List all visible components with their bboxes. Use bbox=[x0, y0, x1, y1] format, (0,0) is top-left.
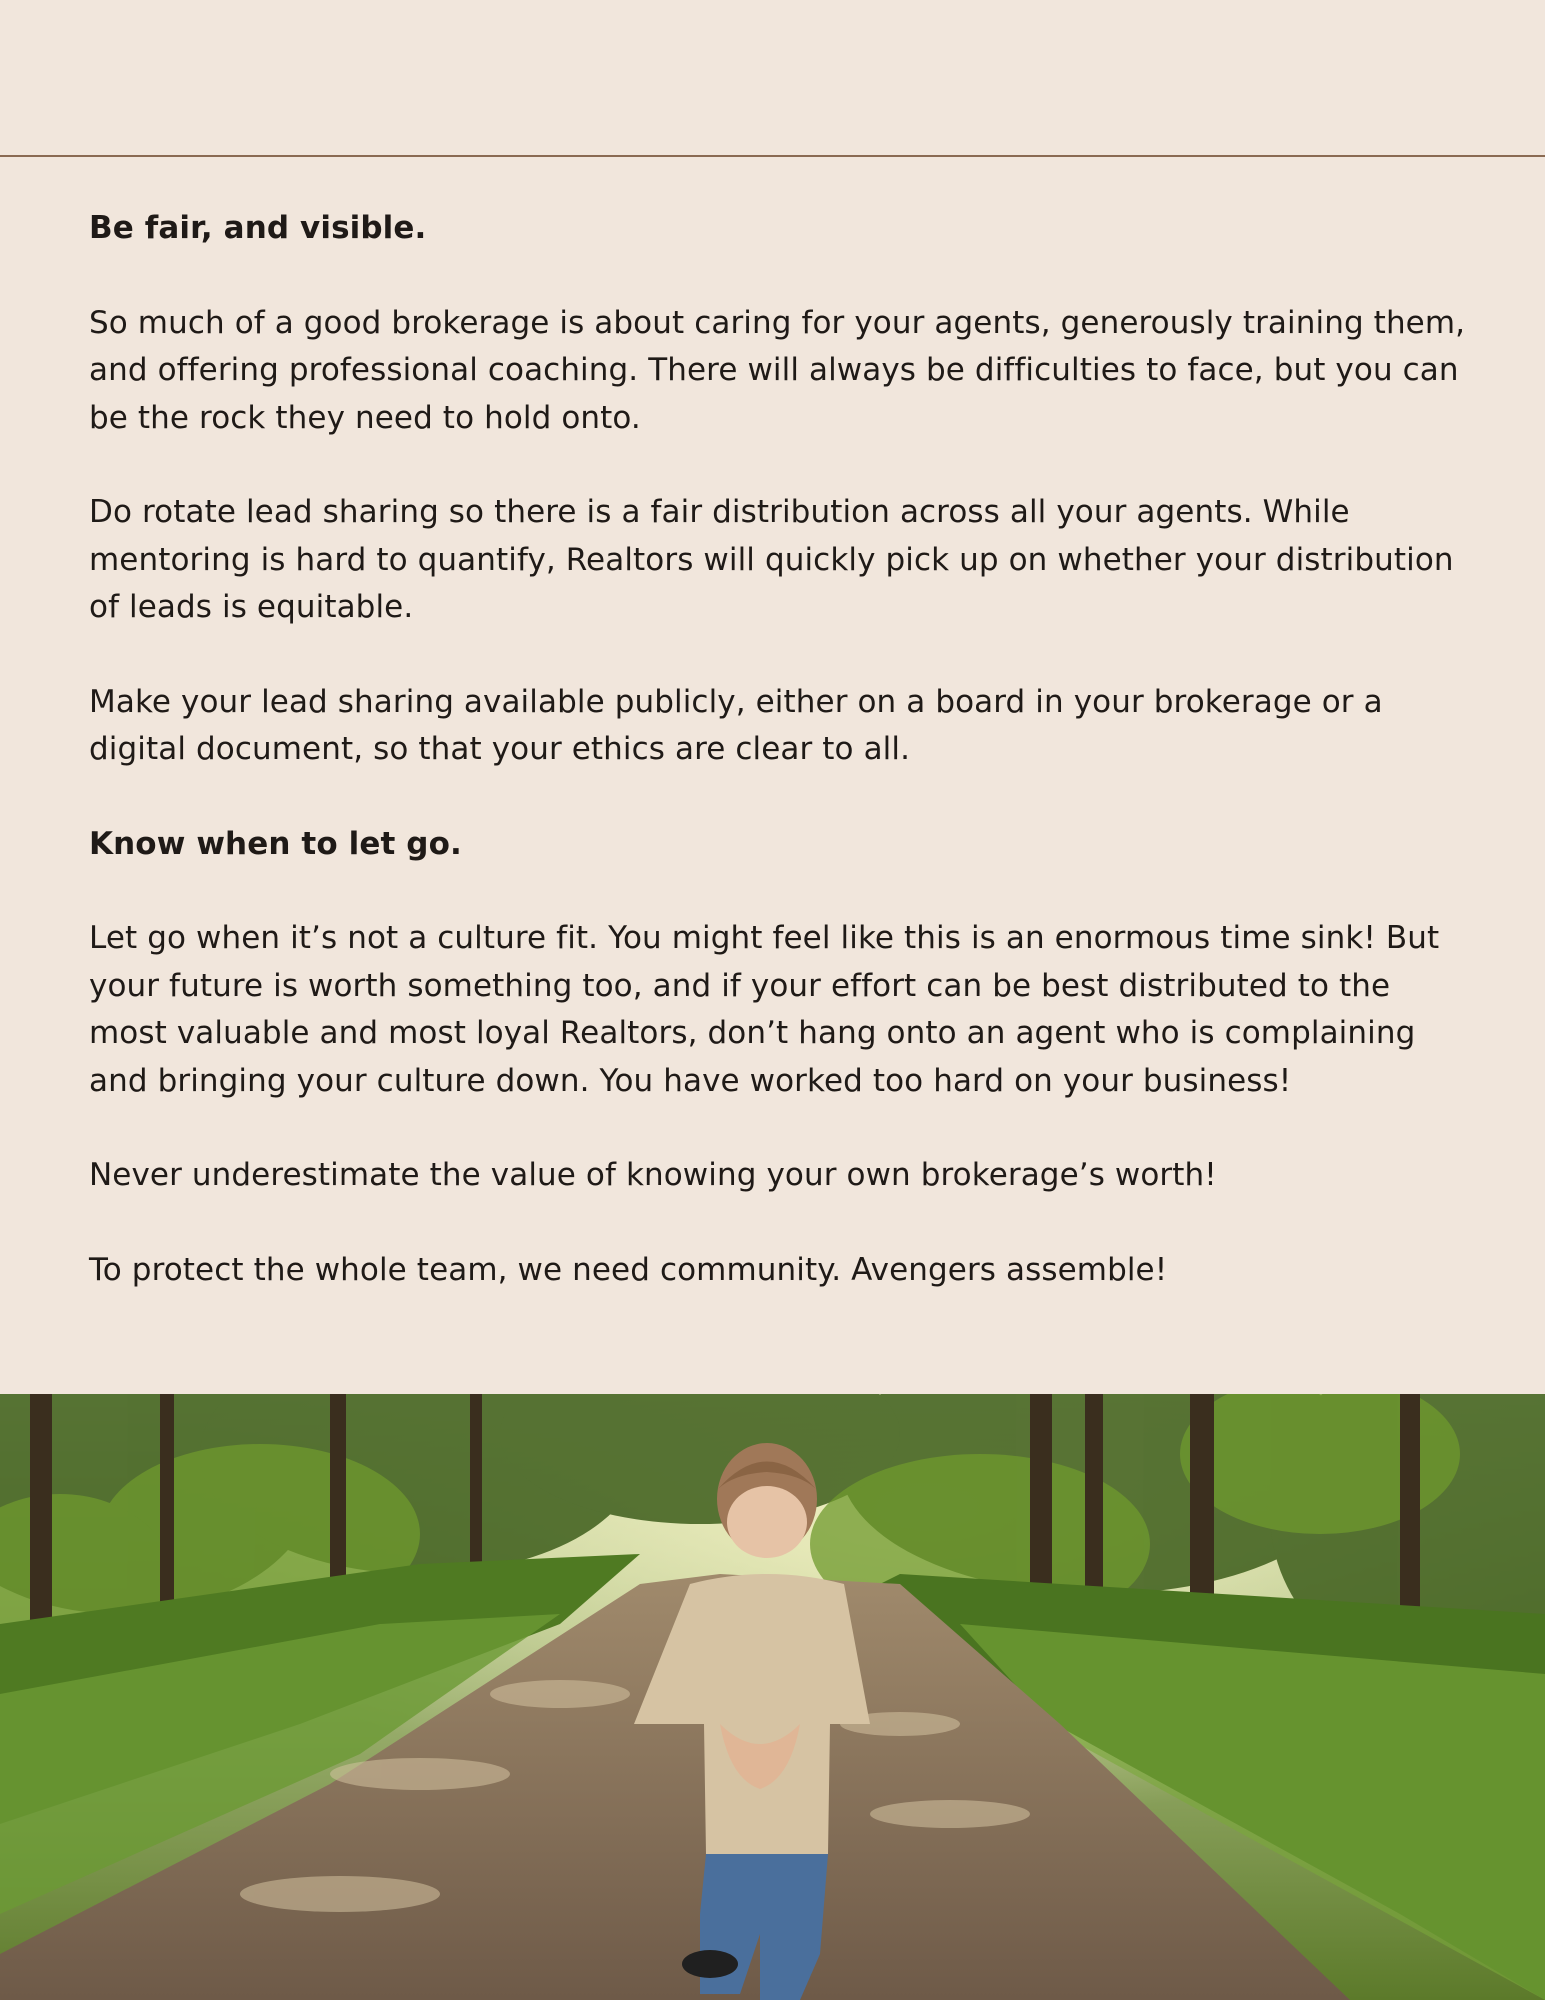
paragraph-culture-fit: Let go when it’s not a culture fit. You might feel like this is an enormous time sink! But your future is worth something too, and if your effort can be best distributed to the most valuable and most loyal Realtors, don’t hang onto an agent who is complaining and bringing your culture down. You have worked too hard on your business! bbox=[89, 920, 1440, 1099]
header-divider bbox=[0, 155, 1545, 157]
paragraph-avengers-assemble: To protect the whole team, we need community. Avengers assemble! bbox=[89, 1251, 1168, 1288]
article-body bbox=[89, 205, 1469, 1341]
paragraph-rotate-leads: Do rotate lead sharing so there is a fair distribution across all your agents. While mentoring is hard to quantify, Realtors will quickly pick up on whether your distribution of leads is equitable. bbox=[89, 494, 1454, 625]
paragraph-brokerage-worth: Never underestimate the value of knowing your own brokerage’s worth! bbox=[89, 1157, 1217, 1193]
section-heading-let-go: Know when to let go. bbox=[89, 825, 462, 862]
paragraph-caring-agents: So much of a good brokerage is about caring for your agents, generously training them, and offering professional coaching. There will always be difficulties to face, but you can be the rock they need to hold onto. bbox=[89, 304, 1466, 436]
forest-path-child-photo bbox=[0, 1394, 1545, 2000]
section-heading-fair-visible: Be fair, and visible. bbox=[89, 210, 427, 246]
paragraph-public-lead-sharing: Make your lead sharing available publicly, either on a board in your brokerage or a digital document, so that your ethics are clear to all. bbox=[89, 683, 1383, 767]
top-band bbox=[0, 0, 1545, 155]
